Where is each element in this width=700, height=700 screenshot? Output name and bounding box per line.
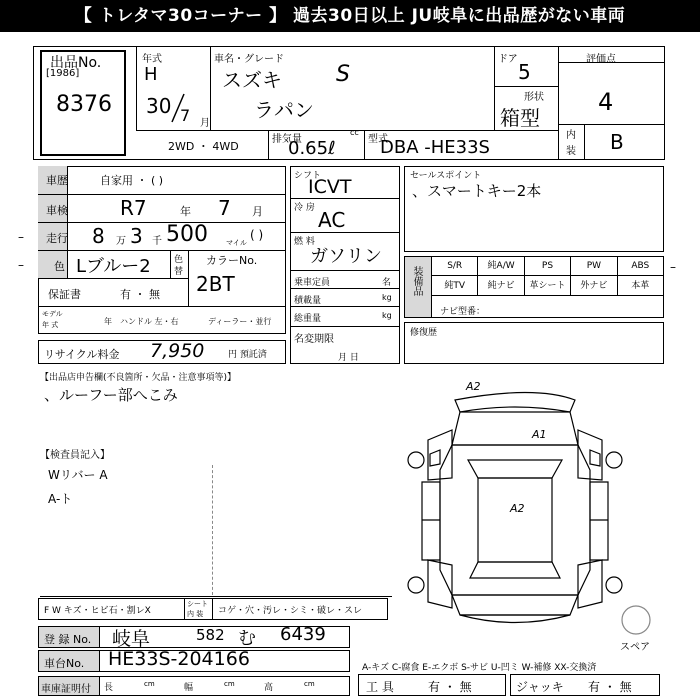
diagram-trunk (452, 595, 578, 615)
score-label: 評価点 (586, 54, 616, 65)
equipment-item: ABS (618, 256, 664, 276)
damage-mark-front: A2 (466, 380, 481, 393)
disp-label: 排気量 (272, 134, 302, 145)
irochi-label-1: 色 (174, 255, 184, 265)
repair-box (404, 322, 664, 364)
load-label: 積載量 (294, 296, 322, 306)
diagram-right-mirror (590, 450, 600, 466)
diagram-body-outline (440, 445, 590, 595)
garage-cert-cell: 幅 (184, 683, 194, 693)
reg-change-unit: 月 日 (338, 353, 359, 363)
chassis-label: 車台No. (44, 657, 85, 670)
mileage-sen-value: 3 (130, 224, 143, 248)
reg-change-label: 名変期限 (294, 334, 334, 345)
seat-row-text: コゲ・穴・汚レ・シミ・破レ・スレ (218, 606, 363, 616)
garage-cert-cell: cm (224, 680, 235, 688)
fuel-value: ガソリン (310, 246, 382, 267)
lot-year-tag: [1986] (46, 68, 80, 79)
mileage-man-unit: 万 (116, 236, 126, 247)
inspection-month: 7 (218, 196, 231, 220)
model-year-unit: 年 (104, 317, 112, 326)
damage-mark-door: A1 (532, 428, 547, 441)
warranty-label: 保証書 (48, 288, 81, 301)
interior-value: B (610, 130, 624, 154)
spare-tire-icon (622, 606, 650, 634)
diagram-right-rear-wheel (606, 577, 622, 593)
color-value: Lブルー2 (76, 256, 151, 277)
year-slash-icon (168, 92, 191, 125)
mileage-man-value: 8 (92, 224, 105, 248)
notes-base-line (40, 596, 392, 597)
mileage-unit: マイル (226, 239, 247, 247)
year-label: 年式 (142, 54, 162, 65)
shift-value: ICVT (308, 176, 352, 198)
recycle-unit: 円 預託済 (228, 350, 267, 360)
mileage-rest-value: 500 (166, 222, 208, 247)
header-banner: 【 トレタマ30コーナー 】 過去30日以上 JU岐阜に出品歴がない車両 (0, 0, 700, 32)
capacity-label: 乗車定員 (294, 278, 331, 288)
diagram-windshield (468, 460, 562, 478)
chassis-number: HE33S-204166 (108, 648, 250, 670)
diagram-left-rear-wheel (408, 577, 424, 593)
model-name: ラパン (254, 98, 314, 122)
diagram-rear-window (470, 562, 560, 578)
sales-point-text: 、スマートキー2本 (412, 182, 542, 200)
gross-unit: kg (382, 311, 392, 320)
tools-label: 工 具 (366, 680, 394, 694)
garage-cert-cell: 高 (264, 683, 274, 693)
diagram-left-front-wheel (408, 452, 424, 468)
inspection-month-unit: 月 (252, 205, 263, 218)
diagram-roof (478, 478, 552, 562)
irochi-label-2: 替 (174, 267, 184, 277)
recycle-value: 7,950 (150, 340, 205, 362)
declaration-label: 【出品店申告欄(不良箇所・欠品・注意事項等)】 (40, 373, 237, 383)
inspector-line-1: Wリバー A (48, 468, 108, 482)
damage-mark-roof: A2 (510, 502, 525, 515)
model-year-label-1: モデル (42, 310, 63, 318)
mileage-sen-unit: 千 (152, 236, 162, 247)
name-label: 車名・グレード (214, 54, 284, 65)
score-value: 4 (598, 88, 614, 116)
color-label: 色 (54, 260, 65, 273)
inspection-label: 車検 (46, 204, 68, 217)
type-label: 型式 (368, 134, 388, 145)
tools-options: 有 ・ 無 (428, 680, 472, 694)
equipment-label: 装備品 (411, 266, 422, 296)
warranty-options: 有 ・ 無 (120, 288, 160, 301)
type-value: DBA -HE33S (380, 137, 490, 158)
margin-dash-left-2: – (18, 258, 24, 272)
equipment-item: 革シート (525, 276, 571, 296)
grade-name: S (336, 62, 350, 87)
margin-dash-right: – (670, 260, 676, 274)
lot-number: 8376 (56, 92, 112, 117)
repair-label: 修復歴 (410, 328, 438, 338)
equipment-item: 外ナビ (571, 276, 617, 296)
garage-cert-cell: cm (304, 680, 315, 688)
diagram-left-doors (422, 482, 440, 560)
equipment-item: 純TV (432, 276, 478, 296)
seat-label-2: 内 装 (187, 610, 204, 618)
doors-value: 5 (518, 60, 531, 84)
equipment-item: PS (525, 256, 571, 276)
reg-class: 582 (196, 626, 225, 644)
fw-row-text: F W キズ・ヒビ石・割レX (44, 606, 151, 616)
reg-kana: む (238, 628, 256, 649)
margin-dash-left: – (18, 230, 24, 244)
equipment-item: 純ナビ (478, 276, 524, 296)
capacity-unit: 名 (382, 278, 392, 288)
recycle-label: リサイクル料金 (44, 348, 120, 361)
reg-label: 登 録 No. (44, 633, 92, 646)
equipment-item: 本革 (618, 276, 664, 296)
sales-point-label: セールスポイント (410, 171, 482, 181)
equipment-item: 純A/W (478, 256, 524, 276)
garage-cert-label: 車庫証明付 (41, 684, 91, 695)
interior-label-2: 装 (566, 146, 576, 157)
fuel-label: 燃 料 (294, 237, 315, 247)
diagram-left-mirror (430, 450, 440, 466)
declaration-text: 、ルーフー部へこみ (44, 386, 178, 404)
equipment-item: PW (571, 256, 617, 276)
car-damage-diagram (400, 370, 690, 650)
navi-model-label: ナビ型番： (440, 307, 486, 317)
inspector-line-2: A-ト (48, 492, 73, 506)
mileage-paren: ( ) (250, 228, 264, 242)
year-era: H (144, 64, 158, 85)
shape-value: 箱型 (500, 106, 540, 130)
jack-options: 有 ・ 無 (588, 680, 632, 694)
diagram-right-front-wheel (606, 452, 622, 468)
month-unit: 月 (200, 118, 210, 129)
jack-label: ジャッキ (516, 680, 564, 694)
inspection-era: R7 (120, 196, 147, 220)
lot-label: 出品No. (50, 55, 102, 71)
month-value: 7 (180, 106, 191, 125)
shape-label: 形状 (524, 92, 544, 103)
damage-legend: A-キズ C-腐食 E-エクボ S-サビ U-凹ミ W-補修 XX-交換済 (362, 663, 597, 673)
model-year-label-2: 年 式 (42, 321, 59, 329)
reg-number: 6439 (280, 624, 326, 645)
diagram-rear-bumper (460, 615, 570, 623)
history-options: 自家用 ・ ( ) (100, 174, 164, 187)
diagram-right-doors (590, 482, 608, 560)
seat-label-1: シート (187, 600, 208, 608)
inspector-label: 【検査員記入】 (40, 450, 110, 461)
load-unit: kg (382, 293, 392, 302)
gross-label: 総重量 (294, 314, 322, 324)
shift-label: シフト (294, 171, 322, 181)
disp-value: 0.65ℓ (288, 138, 336, 159)
dealer-options: ディーラー・並行 (208, 317, 272, 326)
garage-cert-cell: 長 (104, 683, 114, 693)
spare-label: スペア (620, 642, 650, 653)
ac-label: 冷 房 (294, 203, 315, 213)
equipment-item: S/R (432, 256, 478, 276)
diagram-hood (452, 412, 578, 445)
inspection-year-unit: 年 (180, 205, 191, 218)
notes-divider (212, 465, 213, 595)
garage-cert-cell: cm (144, 680, 155, 688)
history-label: 車歴 (46, 174, 68, 187)
handle-options: ハンドル 左・右 (120, 317, 179, 326)
mileage-label: 走行 (46, 232, 68, 245)
reg-area: 岐阜 (112, 628, 151, 650)
interior-label-1: 内 (566, 130, 576, 141)
disp-unit: cc (350, 128, 359, 137)
color-code-value: 2BT (196, 272, 235, 296)
maker-name: スズキ (222, 68, 282, 92)
doors-label: ドア (498, 54, 518, 65)
color-code-label: カラーNo. (206, 254, 258, 267)
drive-type: 2WD ・ 4WD (168, 140, 239, 153)
ac-value: AC (318, 208, 346, 232)
year-value: 30 (146, 94, 172, 118)
diagram-front-bumper (455, 393, 575, 413)
